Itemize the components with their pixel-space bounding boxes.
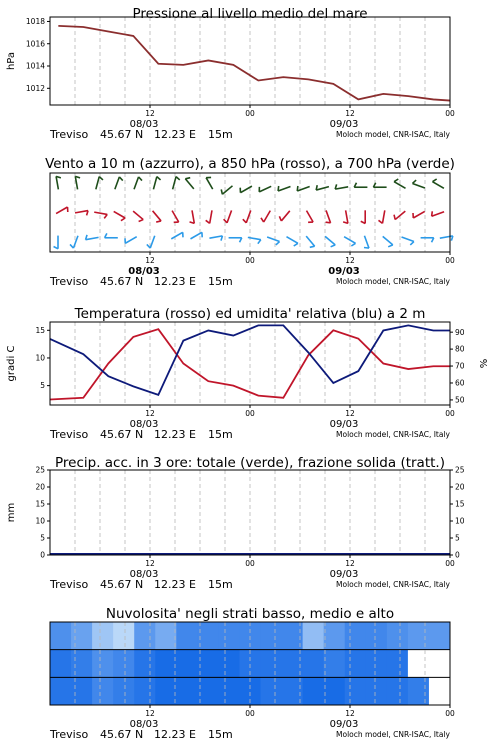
cloud-cell-basso — [261, 677, 283, 705]
wind-barb-700hpa — [134, 177, 142, 189]
y-right-axis-label: % — [479, 358, 490, 369]
wind-barb-850hpa — [413, 211, 425, 218]
panel-title: Pressione al livello medio del mare — [132, 6, 368, 22]
y-tick-label: 10 — [35, 353, 45, 363]
model-credit: Moloch model, CNR-ISAC, Italy — [336, 277, 450, 286]
barb-feather — [394, 179, 398, 182]
barb-shaft — [86, 237, 99, 239]
y-right-tick-label: 60 — [455, 378, 465, 388]
barb-feather — [221, 189, 222, 194]
barb-shaft — [192, 210, 194, 223]
wind-barb-700hpa — [75, 176, 80, 189]
wind-barb-10m — [440, 236, 453, 241]
longitude: 12.23 E — [154, 275, 196, 288]
wind-barb-850hpa — [307, 211, 314, 223]
barb-feather — [139, 220, 144, 222]
wind-barb-700hpa — [96, 177, 103, 190]
y-tick-label: 5 — [40, 533, 45, 543]
cloud-cell-medio — [155, 650, 177, 678]
barb-feather — [206, 220, 210, 223]
barb-shaft — [133, 211, 143, 219]
wind-barb-10m — [190, 232, 202, 239]
wind-barb-850hpa — [206, 210, 212, 223]
wind-barb-850hpa — [133, 211, 143, 221]
wind-barb-700hpa — [278, 186, 290, 191]
barb-feather — [104, 214, 107, 218]
cloud-cell-basso — [92, 677, 114, 705]
barb-feather — [297, 186, 298, 191]
barb-shaft — [335, 187, 348, 189]
barb-shaft — [210, 210, 212, 223]
x-tick-label: 00 — [445, 409, 455, 418]
latitude: 45.67 N — [100, 428, 144, 441]
barb-shaft — [440, 236, 453, 238]
barb-shaft — [227, 210, 232, 222]
date-label: 09/03 — [329, 419, 359, 430]
y-tick-label: 20 — [35, 482, 45, 492]
y-tick-label: 15 — [35, 325, 45, 335]
wind-barb-850hpa — [56, 207, 68, 214]
cloud-cell-basso — [50, 677, 72, 705]
cloud-cell-medio — [366, 650, 388, 678]
barb-shaft — [134, 177, 139, 189]
x-tick-label: 12 — [145, 109, 155, 118]
model-credit: Moloch model, CNR-ISAC, Italy — [336, 580, 450, 589]
cloud-cell-alto — [324, 622, 346, 650]
cloud-cell-medio — [113, 650, 135, 678]
barb-feather — [70, 244, 73, 248]
y-right-tick-label: 20 — [455, 482, 465, 492]
y-tick-label: 0 — [40, 550, 45, 560]
y-axis-label: gradi C — [6, 345, 17, 382]
date-label: 09/03 — [329, 119, 359, 130]
y-tick-label: 1018 — [25, 17, 45, 27]
wind-barb-10m — [267, 237, 279, 245]
wind-barb-850hpa — [326, 210, 331, 222]
barb-shaft — [316, 187, 329, 190]
cloud-cell-medio — [176, 650, 198, 678]
x-tick-label: 12 — [345, 109, 355, 118]
barb-feather — [156, 221, 161, 222]
barb-feather — [294, 243, 298, 246]
barb-shaft — [115, 177, 120, 189]
barb-shaft — [281, 211, 289, 221]
date-label: 08/03 — [128, 266, 160, 277]
cloud-cell-medio — [134, 650, 156, 678]
barb-feather — [278, 186, 279, 191]
y-tick-label: 10 — [35, 516, 45, 526]
barb-feather — [279, 216, 281, 221]
wind-barb-700hpa — [153, 177, 160, 190]
y-right-tick-label: 90 — [455, 327, 465, 337]
wind-barb-10m — [325, 236, 335, 246]
wind-barb-10m — [229, 238, 242, 242]
barb-shaft — [278, 186, 290, 191]
barb-shaft — [413, 211, 424, 218]
cloud-cell-basso — [429, 677, 451, 705]
barb-shaft — [150, 236, 155, 248]
cloud-cell-alto — [92, 622, 114, 650]
x-tick-label: 00 — [445, 709, 455, 718]
model-credit: Moloch model, CNR-ISAC, Italy — [336, 730, 450, 739]
longitude: 12.23 E — [154, 428, 196, 441]
cloud-cell-medio — [324, 650, 346, 678]
y-axis-label: hPa — [6, 51, 17, 71]
cloud-cell-basso — [408, 677, 430, 705]
wind-barb-850hpa — [172, 211, 179, 223]
y-tick-label: 1012 — [25, 83, 45, 93]
elevation: 15m — [208, 728, 233, 741]
wind-barb-700hpa — [297, 186, 309, 191]
date-label: 08/03 — [129, 419, 159, 430]
date-label: 08/03 — [129, 119, 159, 130]
barb-shaft — [125, 237, 136, 244]
wind-barb-850hpa — [190, 210, 195, 223]
wind-barb-850hpa — [432, 211, 444, 216]
x-tick-label: 00 — [445, 256, 455, 265]
cloud-cell-basso — [197, 677, 219, 705]
wind-barb-850hpa — [343, 210, 348, 223]
barb-feather — [432, 211, 433, 216]
x-tick-label: 12 — [145, 256, 155, 265]
cloud-cell-basso — [176, 677, 198, 705]
x-tick-label: 12 — [345, 256, 355, 265]
cloud-cell-basso — [71, 677, 93, 705]
barb-shaft — [297, 186, 309, 191]
barb-shaft — [306, 236, 314, 246]
wind-barb-700hpa — [56, 176, 61, 189]
cloud-cell-medio — [345, 650, 367, 678]
barb-feather — [176, 177, 180, 180]
latitude: 45.67 N — [100, 578, 144, 591]
cloud-cell-alto — [50, 622, 72, 650]
elevation: 15m — [208, 428, 233, 441]
x-tick-label: 12 — [145, 409, 155, 418]
y-tick-label: 5 — [40, 381, 45, 391]
barb-shaft — [402, 237, 414, 242]
wind-barb-10m — [105, 233, 118, 237]
wind-barb-10m — [209, 236, 222, 241]
y-tick-label: 25 — [35, 465, 45, 475]
wind-barb-10m — [125, 237, 137, 244]
barb-feather — [243, 219, 246, 223]
barb-feather — [412, 180, 416, 183]
wind-barb-700hpa — [412, 180, 424, 188]
panel-title: Precip. acc. in 3 ore: totale (verde), frazione solida (tratt.) — [55, 455, 445, 471]
y-right-tick-label: 5 — [455, 533, 460, 543]
barb-shaft — [94, 212, 107, 214]
barb-feather — [378, 220, 382, 223]
wind-barb-700hpa — [206, 177, 213, 189]
wind-barb-700hpa — [354, 183, 367, 187]
x-tick-label: 12 — [145, 709, 155, 718]
barb-feather — [119, 177, 122, 181]
date-label: 09/03 — [328, 266, 360, 277]
cloud-cell-alto — [113, 622, 135, 650]
barb-feather — [258, 240, 261, 244]
cloud-cell-basso — [324, 677, 346, 705]
x-tick-label: 00 — [245, 256, 255, 265]
panel-title: Temperatura (rosso) ed umidita' relativa (blu) a 2 m — [74, 306, 426, 322]
date-label: 08/03 — [129, 719, 159, 730]
barb-feather — [185, 178, 190, 179]
barb-shaft — [259, 186, 271, 192]
cloud-cell-basso — [134, 677, 156, 705]
panel-title: Vento a 10 m (azzurro), a 850 hPa (rosso), a 700 hPa (verde) — [45, 156, 455, 172]
barb-shaft — [286, 237, 297, 244]
latitude: 45.67 N — [100, 728, 144, 741]
wind-barb-10m — [171, 232, 183, 239]
cloud-cell-medio — [71, 650, 93, 678]
barb-shaft — [383, 236, 393, 244]
wind-barb-10m — [421, 238, 434, 242]
barb-shaft — [222, 186, 232, 194]
wind-barb-700hpa — [373, 183, 386, 187]
barb-shaft — [307, 211, 314, 222]
barb-feather — [276, 242, 280, 245]
barb-feather — [394, 215, 395, 220]
barb-feather — [388, 245, 393, 247]
location-name: Treviso — [50, 578, 89, 591]
y-right-tick-label: 50 — [455, 395, 465, 405]
barb-shaft — [96, 177, 99, 190]
latitude: 45.67 N — [100, 128, 144, 141]
wind-barb-850hpa — [261, 211, 270, 222]
cloud-cell-alto — [176, 622, 198, 650]
barb-shaft — [432, 212, 444, 217]
x-tick-label: 00 — [245, 109, 255, 118]
panel-title: Nuvolosita' negli strati basso, medio e alto — [105, 606, 395, 622]
barb-shaft — [346, 210, 348, 223]
barb-feather — [139, 177, 142, 181]
cloud-cell-alto — [218, 622, 240, 650]
longitude: 12.23 E — [154, 128, 196, 141]
cloud-cell-medio — [303, 650, 325, 678]
barb-shaft — [325, 236, 335, 244]
latitude: 45.67 N — [100, 275, 144, 288]
barb-shaft — [267, 237, 279, 242]
barb-shaft — [172, 211, 179, 222]
barb-shaft — [264, 211, 271, 222]
barb-shaft — [75, 211, 88, 213]
barb-shaft — [73, 236, 78, 248]
cloud-cell-alto — [387, 622, 409, 650]
location-name: Treviso — [50, 728, 89, 741]
wind-barb-10m — [147, 236, 155, 248]
cloud-cell-basso — [387, 677, 409, 705]
cloud-cell-alto — [155, 622, 177, 650]
barb-shaft — [206, 178, 213, 189]
cloud-cell-medio — [408, 650, 430, 678]
cloud-cell-basso — [345, 677, 367, 705]
wind-barb-850hpa — [153, 211, 161, 222]
cloud-cell-alto — [408, 622, 430, 650]
cloud-cell-alto — [303, 622, 325, 650]
location-name: Treviso — [50, 128, 89, 141]
barb-shaft — [56, 176, 58, 189]
longitude: 12.23 E — [154, 578, 196, 591]
x-tick-label: 12 — [345, 559, 355, 568]
barb-shaft — [185, 179, 193, 189]
barb-feather — [261, 218, 264, 222]
wind-barb-10m — [248, 237, 261, 243]
x-tick-label: 00 — [245, 559, 255, 568]
wind-barb-700hpa — [185, 178, 193, 189]
wind-barb-700hpa — [173, 177, 180, 190]
y-tick-label: 15 — [35, 499, 45, 509]
date-label: 09/03 — [329, 569, 359, 580]
cloud-cell-alto — [71, 622, 93, 650]
wind-barb-850hpa — [94, 212, 107, 218]
cloud-cell-basso — [303, 677, 325, 705]
y-tick-label: 1016 — [25, 39, 45, 49]
barb-feather — [351, 243, 355, 246]
cloud-cell-medio — [50, 650, 72, 678]
y-tick-label: 1014 — [25, 61, 45, 71]
barb-shaft — [153, 177, 156, 190]
location-name: Treviso — [50, 428, 89, 441]
date-label: 09/03 — [329, 719, 359, 730]
x-tick-label: 12 — [345, 709, 355, 718]
barb-feather — [99, 177, 103, 180]
barb-shaft — [432, 182, 443, 189]
barb-feather — [310, 246, 315, 247]
wind-barb-700hpa — [316, 185, 329, 190]
date-label: 08/03 — [129, 569, 159, 580]
barb-shaft — [209, 236, 222, 238]
y-right-tick-label: 70 — [455, 361, 465, 371]
wind-barb-10m — [364, 236, 369, 248]
wind-barb-850hpa — [243, 210, 251, 222]
cloud-cell-alto — [345, 622, 367, 650]
barb-shaft — [364, 236, 369, 248]
x-tick-label: 00 — [445, 109, 455, 118]
x-tick-label: 00 — [245, 409, 255, 418]
barb-shaft — [382, 210, 384, 223]
cloud-cell-medio — [387, 650, 409, 678]
wind-barb-850hpa — [361, 210, 365, 223]
y-right-tick-label: 15 — [455, 499, 465, 509]
wind-barb-10m — [86, 235, 99, 240]
cloud-cell-medio — [197, 650, 219, 678]
wind-barb-700hpa — [259, 186, 271, 192]
cloud-cell-medio — [261, 650, 283, 678]
elevation: 15m — [208, 128, 233, 141]
cloud-cell-basso — [366, 677, 388, 705]
y-right-tick-label: 25 — [455, 465, 465, 475]
cloud-cell-medio — [92, 650, 114, 678]
longitude: 12.23 E — [154, 728, 196, 741]
barb-shaft — [56, 207, 67, 214]
barb-shaft — [171, 232, 182, 239]
y-axis-label: mm — [6, 502, 17, 523]
barb-feather — [157, 177, 161, 180]
wind-barb-10m — [402, 237, 414, 245]
elevation: 15m — [208, 578, 233, 591]
x-tick-label: 00 — [245, 709, 255, 718]
wind-barb-700hpa — [221, 186, 232, 194]
barb-feather — [364, 248, 369, 249]
location-name: Treviso — [50, 275, 89, 288]
wind-barbs — [54, 176, 453, 248]
cloud-cell-basso — [218, 677, 240, 705]
wind-barb-700hpa — [432, 179, 443, 188]
barb-shaft — [153, 211, 161, 221]
wind-barb-850hpa — [114, 211, 125, 220]
pressure-line — [58, 26, 450, 101]
barb-shaft — [75, 176, 77, 189]
cloud-cell-medio — [218, 650, 240, 678]
barb-shaft — [173, 177, 176, 190]
wind-barb-10m — [54, 236, 58, 249]
wind-barb-10m — [306, 236, 314, 247]
barb-feather — [121, 218, 125, 221]
barb-feather — [326, 222, 331, 223]
cloud-cell-medio — [429, 650, 451, 678]
barb-feather — [410, 242, 414, 245]
cloud-cell-alto — [261, 622, 283, 650]
barb-feather — [432, 179, 436, 182]
wind-barb-850hpa — [75, 211, 88, 216]
barb-shaft — [326, 210, 331, 222]
model-credit: Moloch model, CNR-ISAC, Italy — [336, 430, 450, 439]
cloud-cell-alto — [197, 622, 219, 650]
barb-feather — [331, 245, 336, 247]
y-right-tick-label: 0 — [455, 550, 460, 560]
elevation: 15m — [208, 275, 233, 288]
cloud-cell-alto — [366, 622, 388, 650]
wind-barb-700hpa — [335, 184, 348, 189]
x-tick-label: 12 — [345, 409, 355, 418]
cloud-cell-basso — [155, 677, 177, 705]
cloud-cell-alto — [429, 622, 451, 650]
cloud-cell-basso — [113, 677, 135, 705]
cloud-cell-alto — [134, 622, 156, 650]
model-credit: Moloch model, CNR-ISAC, Italy — [336, 130, 450, 139]
wind-barb-10m — [383, 236, 393, 246]
wind-barb-700hpa — [115, 177, 123, 189]
barb-shaft — [114, 211, 125, 218]
barb-shaft — [412, 183, 424, 188]
x-tick-label: 00 — [445, 559, 455, 568]
x-tick-label: 12 — [145, 559, 155, 568]
barb-feather — [316, 185, 317, 190]
y-right-tick-label: 10 — [455, 516, 465, 526]
wind-barb-10m — [286, 237, 297, 246]
wind-barb-10m — [70, 236, 78, 248]
wind-barb-850hpa — [378, 210, 384, 223]
wind-barb-850hpa — [279, 211, 289, 221]
y-right-tick-label: 80 — [455, 344, 465, 354]
